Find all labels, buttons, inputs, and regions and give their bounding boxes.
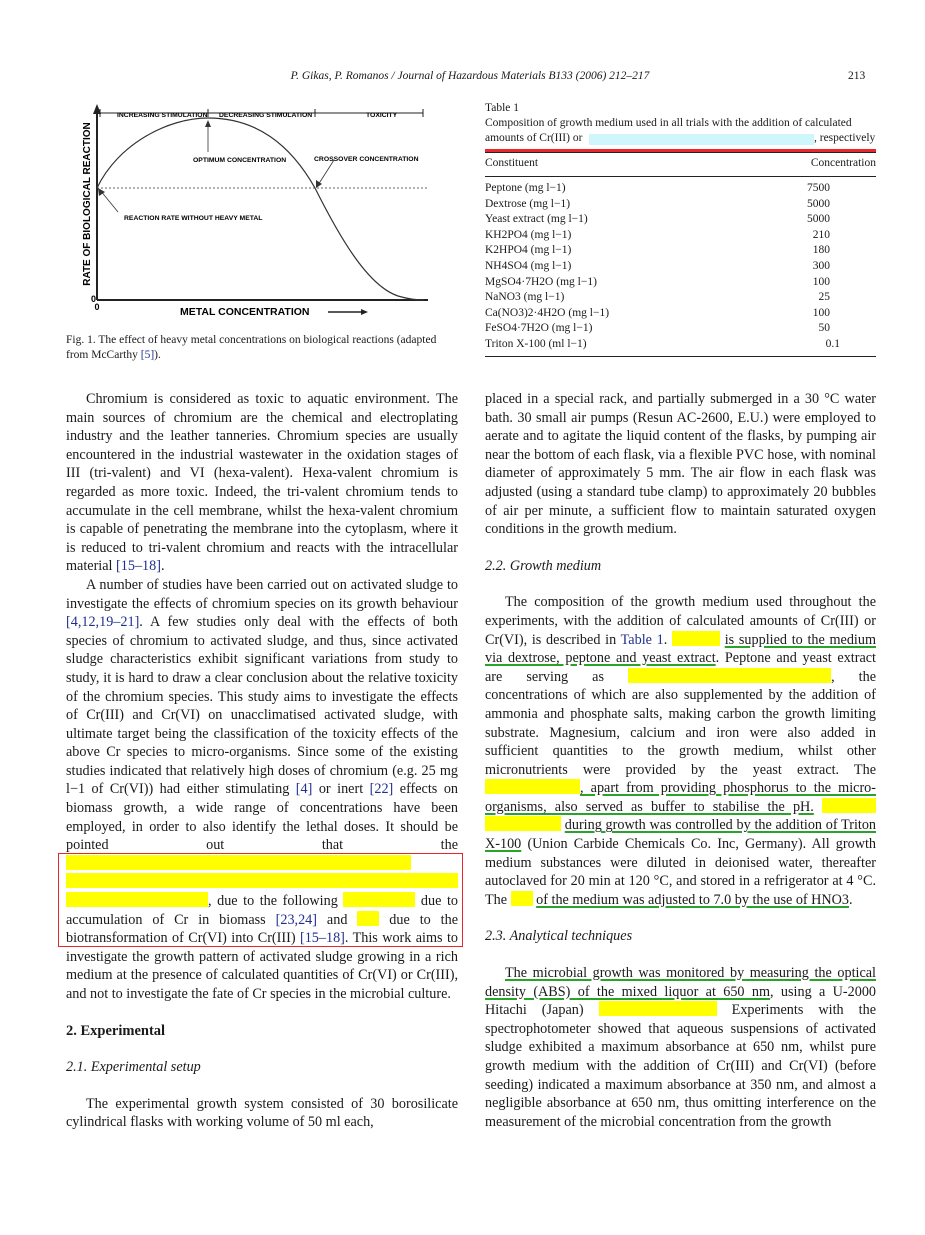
table-row: FeSO4·7H2O (mg l−1) 50 (485, 322, 830, 335)
highlight-redaction (672, 631, 720, 646)
red-annotation-box (58, 853, 463, 947)
table-row: Dextrose (mg l−1) 5000 (485, 197, 830, 210)
left-column (66, 390, 458, 1132)
table-row: NaNO3 (mg l−1) 25 (485, 291, 830, 304)
highlight-redaction (511, 891, 533, 906)
phase-increasing: INCREASING STIMULATION (117, 112, 208, 119)
table-row: NH4SO4 (mg l−1) 300 (485, 260, 830, 272)
table-title-line2: amounts of Cr(III) or , respectively (485, 132, 876, 144)
underlined-text: during growth was controlled by the addition of Triton X-100 (485, 817, 877, 853)
table-label: Table 1 (485, 102, 520, 114)
table-row: Ca(NO3)2·4H2O (mg l−1) 100 (485, 306, 830, 319)
table-row: Triton X-100 (ml l−1) 0.1 (485, 338, 840, 350)
baseline-label: REACTION RATE WITHOUT HEAVY METAL (124, 215, 263, 222)
col-concentration: Concentration (810, 157, 876, 169)
citation-link[interactable]: [22] (369, 781, 394, 798)
highlight-redaction (783, 668, 831, 683)
running-header: P. Gikas, P. Romanos / Journal of Hazardous Materials B133 (2006) 212–217 (290, 70, 650, 82)
highlight-redaction (599, 1001, 717, 1016)
citation-link[interactable]: [4] (295, 781, 313, 798)
table-title-line1: Composition of growth medium used in all trials with the addition of calculated (485, 117, 852, 129)
response-curve (97, 118, 424, 300)
paragraph-analytical: The microbial growth was monitored by measuring the optical density (ABS) of the mixed liquor at 650 nm, using a U-2000 Hitachi (Japan) Experiments with the spectrophotometer showed that aqueous suspensions of activated sludge exhibited a maximum absorbance at 650 nm, whilst pure growth medium with the addition of Cr(III) and Cr(VI) (before seeding) indicated a maximum absorbance at 350 nm, and almost a negligible absorbance at 650 nm, thus omitting interference on the measurement of the microbial concentration from the growth (485, 965, 877, 1130)
section-2-heading: 2. Experimental (66, 1022, 166, 1039)
table-row: Yeast extract (mg l−1) 5000 (485, 213, 830, 226)
citation-link[interactable]: [4,12,19–21] (66, 614, 140, 631)
table-row: Peptone (mg l−1) 7500 (485, 182, 830, 194)
origin-x: 0 (94, 302, 100, 312)
highlight-redaction (485, 816, 561, 831)
figure-1-caption: Fig. 1. The effect of heavy metal concentrations on biological reactions (adapted from McCarthy [5]). (66, 334, 437, 361)
table-row: K2HPO4 (mg l−1) 180 (485, 244, 830, 257)
crossover-label: CROSSOVER CONCENTRATION (314, 156, 419, 163)
x-axis-label: METAL CONCENTRATION (180, 306, 310, 318)
table-rule-bottom (485, 356, 876, 357)
citation-link[interactable]: [15–18] (299, 930, 345, 947)
y-axis-label: RATE OF BIOLOGICAL REACTION (82, 122, 93, 286)
section-2-3-heading: 2.3. Analytical techniques (485, 928, 633, 945)
highlight-redaction (628, 668, 783, 683)
x-axis-arrow (361, 309, 368, 315)
highlight-redaction (822, 798, 876, 813)
table-header-row (485, 157, 876, 169)
paragraph-setup: The experimental growth system consisted of 30 borosilicate cylindrical flasks with working volume of 50 ml each, (66, 1095, 458, 1131)
table-rule-top (485, 152, 876, 153)
underlined-text: of the medium was adjusted to 7.0 by the use of HNO3 (536, 891, 850, 908)
col-constituent: Constituent (485, 157, 539, 169)
table-1 (485, 101, 876, 146)
section-2-2-heading: 2.2. Growth medium (485, 557, 602, 574)
table-rule-mid (485, 176, 876, 177)
underlined-text: is supplied to the medium via dextrose, peptone and yeast extract (485, 631, 877, 667)
underlined-text: , apart from providing phosphorus to the micro-organisms, also served as buffer to stabilise the pH. (485, 780, 876, 815)
paragraph-growth-medium: The composition of the growth medium used throughout the experiments, with the addition of calculated amounts of Cr(III) or Cr(VI), is described in Table 1. is supplied to the medium via dextrose, peptone and yeast extract. Peptone and yeast extract are serving as , the concentrations of which are also supplemented by the addition of ammonia and phosphate salts, making carbon the growth limiting substrate. Magnesium, calcium and iron were also added in sufficient quantities to the growth medium, whilst other micronutrients were provided by the yeast extract. The , apart from providing phosphorus to the micro-organisms, also served as buffer to stabilise the pH. during growth was controlled by the addition of Triton X-100 (Union Carbide Chemicals Co. Inc, Germany). All growth medium substances were diluted in deionised water, thereafter autoclaved for 20 min at 120 °C, and stored in a refrigerator at 4 °C. The of the medium was adjusted to 7.0 by the use of HNO3. (485, 594, 877, 908)
highlight-redaction (485, 779, 580, 794)
citation-link[interactable]: [23,24] (275, 911, 317, 928)
paragraph-studies: A number of studies have been carried out on activated sludge to investigate the effects of chromium species on its growth behaviour [4,12,19–21]. A few studies only deal with the effects of both species of chromium to activated sludge, and thus, since activated sludge characteristics exhibit significant variations from study to study, it is hard to draw a clear conclusion about the relative toxicity of the chromium species. This study aims to investigate the effects of Cr(III) and Cr(VI) on unacclimatised activated sludge, with ultimate target being the classification of the toxicity effects of the above Cr species to micro-organisms. Since some of the existing studies indicated that relatively high doses of chromium (e.g. 25 mg l−1 of Cr(VI)) had either stimulating [4] or inert [22] effects on biomass growth, a wide range of concentrations have been employed, in order to also identify the lethal doses. It should be pointed out that the, due to the following due to accumulation of Cr in biomass [23,24] and due to the biotransformation of Cr(VI) into Cr(III) [15–18]. This work aims to investigate the growth pattern of activated sludge growing in a rich medium at the presence of calculated quantities of Cr(VI) or Cr(III), and not to investigate the fate of Cr species in the microbial culture. (66, 576, 459, 1002)
optimum-label: OPTIMUM CONCENTRATION (193, 157, 287, 164)
figure-1 (78, 100, 458, 322)
page-number: 213 (848, 70, 866, 82)
table-link[interactable]: Table 1 (620, 631, 664, 648)
table-body (485, 181, 876, 353)
paragraph-setup-cont: placed in a special rack, and partially submerged in a 30 °C water bath. 30 small air pumps (Resun AC-2600, E.U.) were employed to aerate and to agitate the liquid content of the flasks, by pumping air near the bottom of each flask, via a flexible PVC hose, with nominal diameter of approximately 5 mm. The air flow in each flask was adjusted (using a standard tube clamp) to approximately 20 bubbles of air per minute, a sufficient flow to maintain saturated oxygen conditions in the growth medium. (485, 391, 876, 538)
redaction-cyan (589, 134, 814, 145)
right-column (485, 390, 876, 1131)
phase-toxicity: TOXICITY (366, 112, 398, 119)
phase-decreasing: DECREASING STIMULATION (219, 112, 313, 119)
citation-link[interactable]: [15–18] (116, 558, 161, 575)
table-row: KH2PO4 (mg l−1) 210 (485, 228, 830, 241)
table-row: MgSO4·7H2O (mg l−1) 100 (485, 275, 830, 288)
paragraph-intro: Chromium is considered as toxic to aquatic environment. The main sources of chromium are the chemical and electroplating industry and the leather tanneries. Chromium species are usually encountered in the industrial wastewater in the oxidation stages of III (tri-valent) and VI (hexa-valent). Hexa-valent chromium is regarded as more toxic. Indeed, the tri-valent chromium tends to accumulate in the cell membrane, whilst the hexa-valent chromium is capable of penetrating the membrane into the cytoplasm, where it is reduced to tri-valent chromium and reacts with the intracellular material [15–18]. (66, 391, 458, 575)
section-2-1-heading: 2.1. Experimental setup (66, 1059, 201, 1076)
origin-y: 0 (91, 294, 97, 304)
underlined-text: The microbial growth was monitored by measuring the optical density (ABS) of the mixed liquor at 650 nm (485, 965, 876, 1000)
citation-link[interactable]: [5] (140, 349, 155, 361)
